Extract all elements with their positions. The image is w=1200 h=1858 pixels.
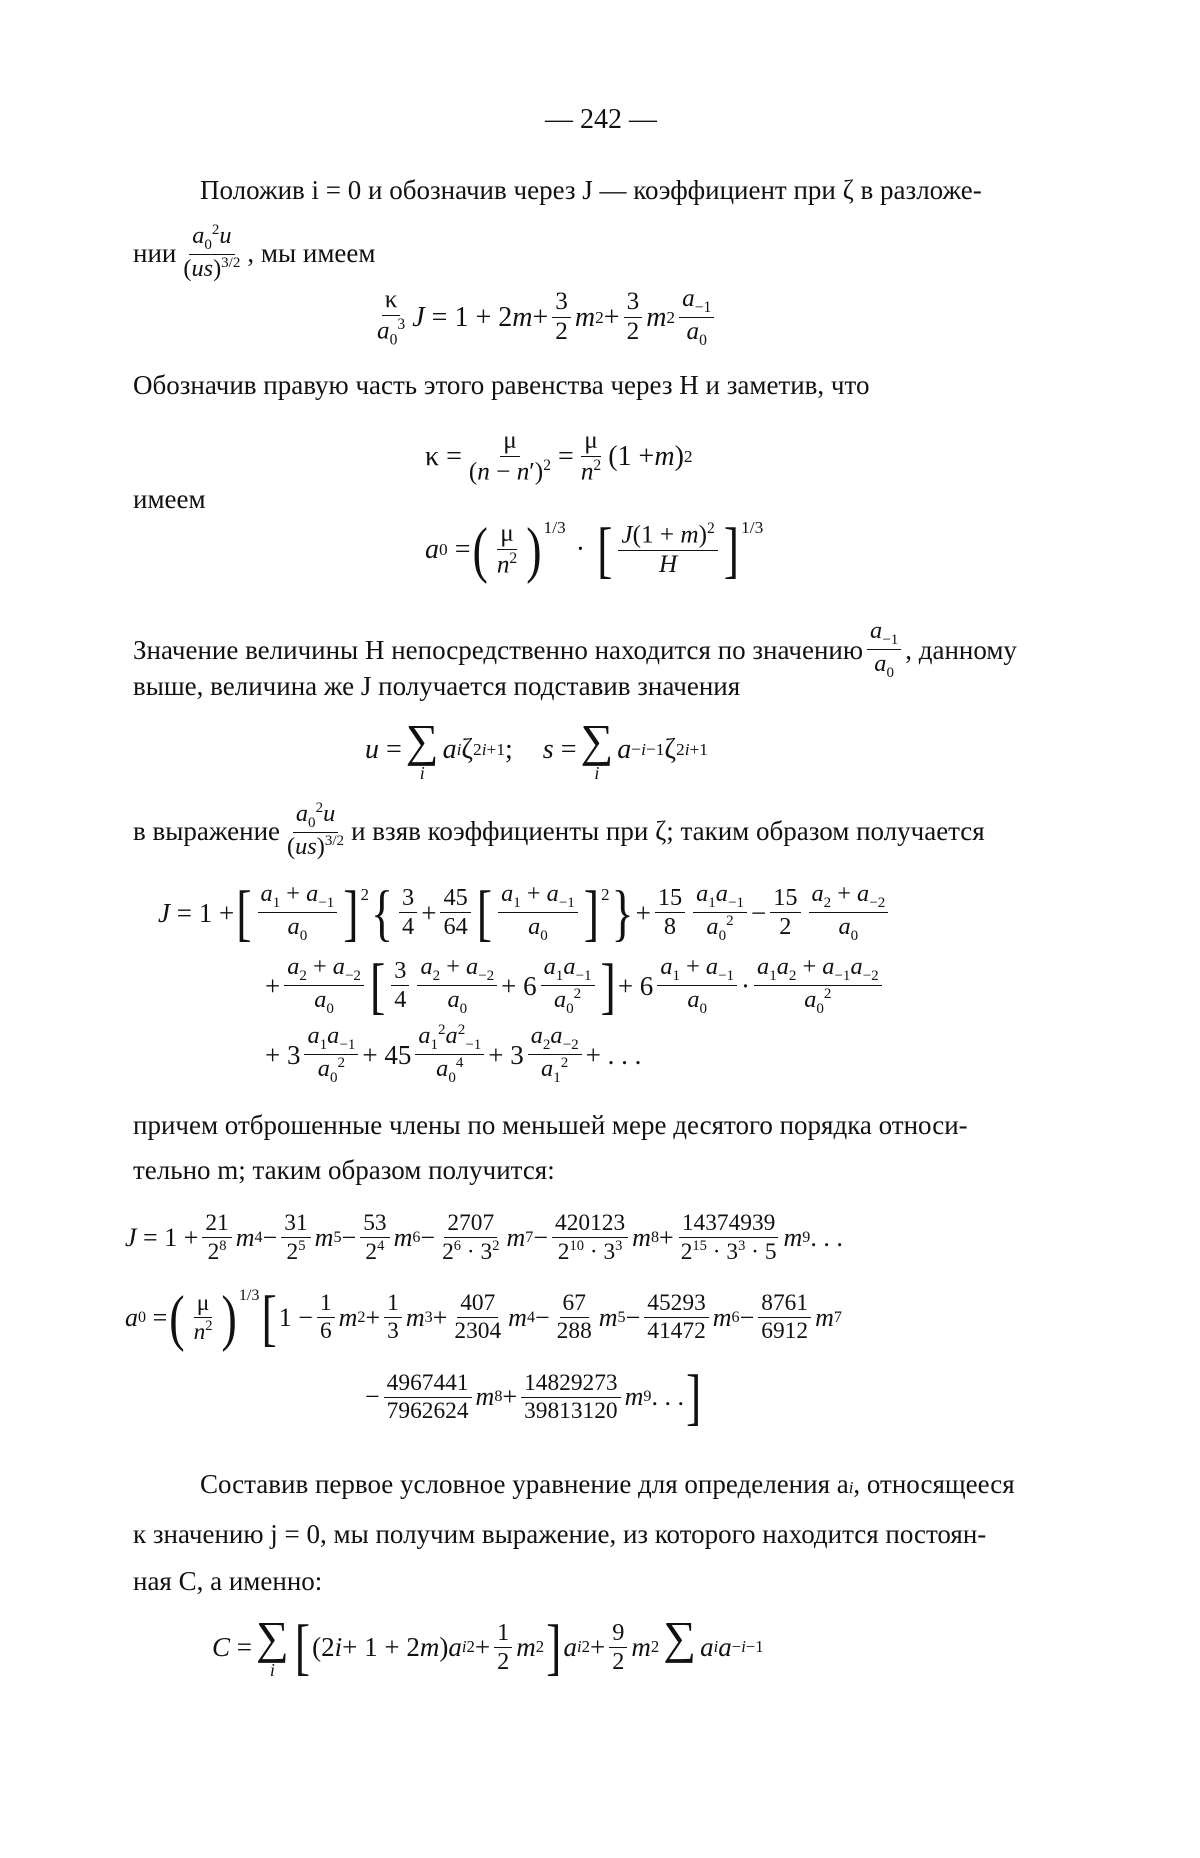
- paragraph-6-line-2: тельно m; таким образом получится:: [133, 1155, 555, 1185]
- equation-J-series: J = 1 + $\frac{21}{2^8}$ m 4 − $\frac{31}{2^5}$ m 5 − $\frac{53}{2^4}$ m 6 − $\frac{2707}{2^6 \cdot 3^2}$ m 7 − $\frac{420123}{2^{10} \cdot 3^3}$ m 8 + $\frac{14374939}{2^{15} \cdot 3^3 \cdot 5}$ m 9 . . .: [125, 1210, 843, 1265]
- paragraph-1-line-2-end: , мы имеем: [247, 237, 376, 268]
- equation-J-expansion-line-2: + $\frac{a_2 + a_{-2}}{a_0}$ [ $\frac{3}{4}$ $\frac{a_2 + a_{-2}}{a_0}$ + 6 $\frac{a_1a_{-1}}{a_0^2}$ ] + 6 $\frac{a_1 + a_{-1}}{a_0}$ · $\frac{a_1a_2 + a_{-1}a_{-2}}{a_0^2}$: [265, 953, 886, 1018]
- paragraph-6-line-1: причем отброшенные члены по меньшей мере десятого порядка относи-: [133, 1110, 968, 1140]
- equation-C: C = ∑ i [ (2 i + 1 + 2 m ) a i 2 + $\frac{1}{2}$ m 2 ] a i 2 + $\frac{9}{2}$ m 2 ∑ a i a −i−1: [212, 1611, 764, 1681]
- formula-inline-a0u-over-us: $\frac{a_0^2u}{(us)^{3/2}}$: [183, 222, 241, 283]
- page-number: — 242 —: [545, 104, 657, 135]
- paragraph-5: [133, 800, 985, 861]
- paragraph-3: имеем: [133, 484, 206, 514]
- paragraph-1-line-2-start: нии: [133, 237, 177, 268]
- equation-a0-series-line-2: − $\frac{4967441}{7962624}$ m 8 + $\frac{14829273}{39813120}$ m 9 . . . ]: [365, 1362, 702, 1432]
- paragraph-7-line-3: ная C, а именно:: [133, 1566, 323, 1596]
- equation-a0-series-line-1: a 0 = ( $\frac{\mu}{n^2}$ ) $^{1/3}$ [ 1 − $\frac{1}{6}$ m 2 + $\frac{1}{3}$ m 3 + $\frac{407}{2304}$ m 4 − $\frac{67}{288}$ m 5 − $\frac{45293}{41472}$ m 6 − $\frac{8761}{6912}$ m 7: [125, 1282, 842, 1352]
- paragraph-1-line-2: [133, 222, 375, 283]
- paragraph-5-end: и взяв коэффициенты при ζ; таким образом получается: [351, 815, 985, 846]
- paragraph-7-line-1-start: Составив первое условное уравнение для определения a: [200, 1469, 849, 1499]
- paragraph-4-line-2: выше, величина же J получается подставив значения: [133, 671, 741, 701]
- equation-u-s-sums: u = ∑ i a i ζ 2i+1 ; s = ∑ i a −i−1 ζ 2i+1: [365, 715, 708, 783]
- formula-inline-a0u-over-us-2: $\frac{a_0^2u}{(us)^{3/2}}$: [287, 800, 345, 861]
- paragraph-7-line-1: Составив первое условное уравнение для определения a i , относящееся: [200, 1466, 1015, 1506]
- paragraph-7-line-1-end: , относящееся: [853, 1469, 1015, 1499]
- equation-J-expansion-line-1: J = 1 + [ $\frac{a_1 + a_{-1}}{a_0}$ ] $^2$ { $\frac{3}{4}$ + $\frac{45}{64}$ [ $\frac{a_1 + a_{-1}}{a_0}$ ] $^2$ } + $\frac{15}{8}$ $\frac{a_1a_{-1}}{a_0^2}$ − $\frac{15}{2}$ $\frac{a_2 + a_{-2}}{a_0}$: [158, 880, 892, 945]
- equation-kappa-J: $\frac{\kappa}{a_0^3}$ J = 1 + 2 m + $\frac{3}{2}$ m 2 + $\frac{3}{2}$ m 2 $\frac{a_{-1}}{a_0}$: [370, 285, 718, 350]
- equation-a0-H: a 0 = ( $\frac{\mu}{n^2}$ ) $^{1/3}$ · [ $\frac{J(1 + m)^2}{H}$ ] $^{1/3}$: [425, 515, 764, 584]
- paragraph-5-start: в выражение: [133, 815, 281, 846]
- equation-kappa-mu: κ = $\frac{\mu}{(n - n')^2}$ = $\frac{\mu}{n^2}$ (1 + m ) 2: [425, 427, 693, 486]
- paragraph-2: Обозначив правую часть этого равенства через H и заметив, что: [133, 370, 870, 400]
- paragraph-4-line-1-end: , данному: [905, 634, 1017, 665]
- paragraph-1-line-1: Положив i = 0 и обозначив через J — коэффициент при ζ в разложе-: [200, 175, 982, 205]
- paragraph-4-line-1-start: Значение величины H непосредственно находится по значению: [133, 634, 864, 665]
- formula-inline-a-1-over-a0: $\frac{a_{-1}}{a_0}$: [867, 617, 901, 682]
- equation-J-expansion-line-3: + 3 $\frac{a_1a_{-1}}{a_0^2}$ + 45 $\frac{a_1^2a^2_{-1}}{a_0^4}$ + 3 $\frac{a_2a_{-2}}{a_1^2}$ + . . .: [265, 1022, 642, 1087]
- paragraph-7-line-2: к значению j = 0, мы получим выражение, из которого находится постоян-: [133, 1519, 987, 1549]
